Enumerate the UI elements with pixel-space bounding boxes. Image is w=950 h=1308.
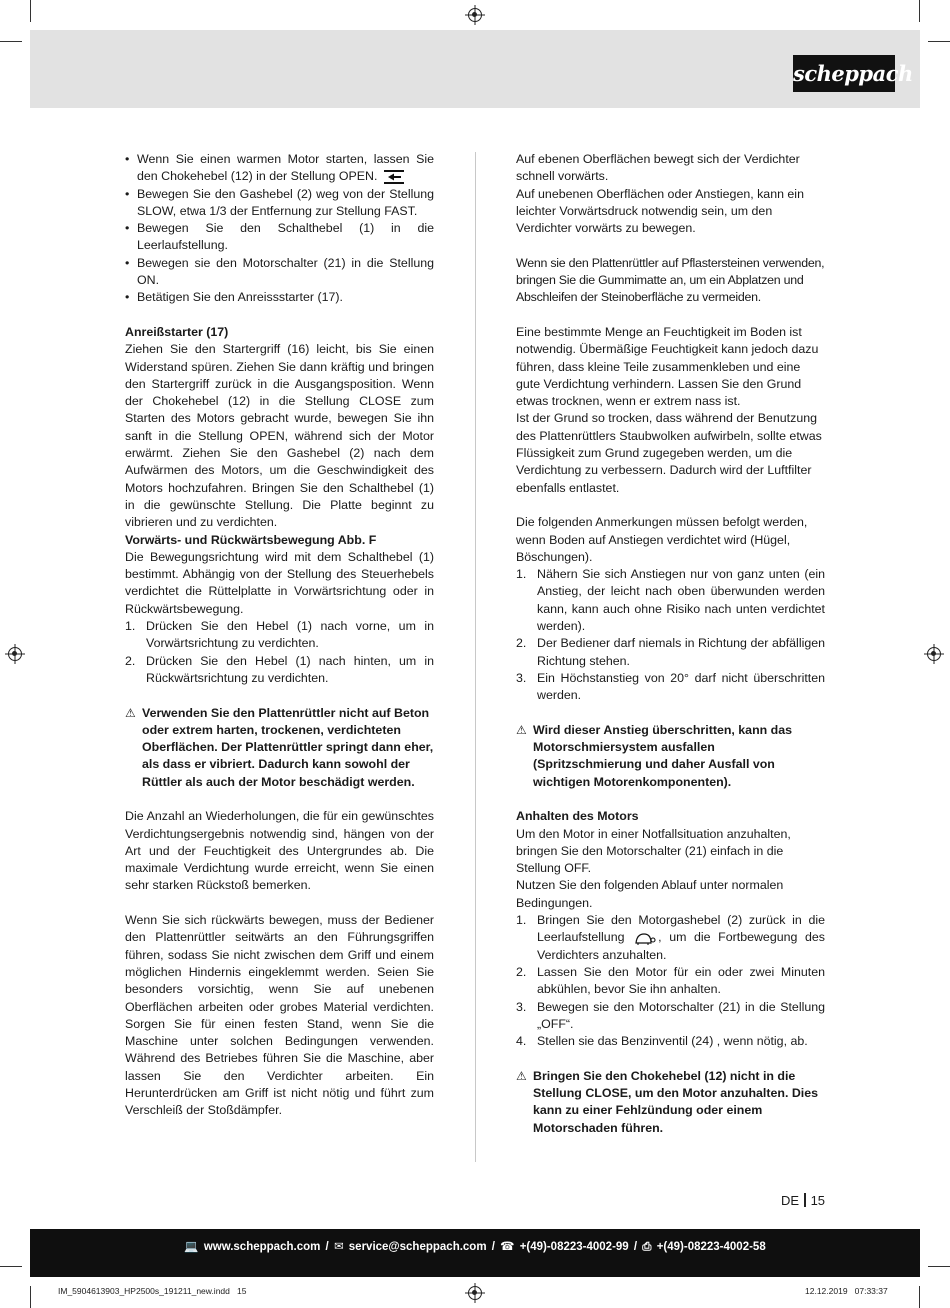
choke-open-icon <box>384 170 404 184</box>
start-bullet-list <box>125 151 434 307</box>
slope-steps <box>516 566 825 704</box>
list-item: • Bewegen sie den Motorschalter (21) in die Stellung ON. <box>125 255 434 290</box>
crop-mark <box>0 1266 22 1267</box>
paragraph-surfaces-2: Auf unebenen Oberflächen oder Anstiegen, kann ein leichter Vorwärtsdruck notwendig sein, um den Verdichter vorwärts zu bewegen. <box>516 186 804 236</box>
crop-mark <box>30 1286 31 1308</box>
list-item: 3. Bewegen sie den Motorschalter (21) in die Stellung „OFF“. <box>516 999 825 1031</box>
crop-mark <box>928 41 950 42</box>
direction-steps <box>125 618 434 687</box>
paragraph-stop-2: Nutzen Sie den folgenden Ablauf unter normalen Bedingungen. <box>516 878 784 910</box>
warning-triangle-icon: ⚠ <box>516 1068 527 1083</box>
column-divider <box>475 152 476 1162</box>
stop-steps <box>516 912 825 1050</box>
section-heading-starter: Anreißstarter (17) <box>125 324 229 339</box>
slug-timestamp: 12.12.2019 07:33:37 <box>805 1286 888 1296</box>
slug-filename: IM_5904613903_HP2500s_191211_new.indd 15 <box>58 1286 247 1296</box>
list-item: 1. Nähern Sie sich Anstiegen nur von ganz unten (ein Anstieg, der leicht nach oben überwunden werden kann, kann auch ohne Risiko nach unten verdichtet werden). <box>516 567 825 634</box>
page-number-divider <box>804 1193 806 1207</box>
registration-mark-icon <box>8 647 22 661</box>
list-item: 3. Ein Höchstanstieg von 20° darf nicht überschritten werden. <box>516 670 825 703</box>
warning-choke: ⚠ Bringen Sie den Chokehebel (12) nicht in die Stellung CLOSE, um den Motor anzuhalten. Dies kann zu einer Fehlzündung oder einem Motorschaden führen. <box>516 1068 819 1135</box>
section-heading-stop: Anhalten des Motors <box>516 809 639 824</box>
paragraph-backwards: Wenn Sie sich rückwärts bewegen, muss der Bediener den Plattenrüttler seitwärts an den Führungsgriffen führen, sodass Sie nicht zwischen dem Griff und einem möglichen Hindernis eingeklemmt werden. Seien Sie besonders vorsichtig, wenn Sie auf unebenen Oberflächen arbeiten oder grobes Material verdichten. Sorgen Sie für einen festen Stand, wenn Sie die Maschine unter solchen Bedingungen verwenden. Während des Betriebes führen Sie die Maschine, aber lassen Sie den Verdichter arbeiten. Ein Herunterdrücken am Griff ist nicht nötig und führt zum Verschleiß der Stoßdämpfer. <box>125 913 434 1118</box>
list-item: • Bewegen Sie den Schalthebel (1) in die Leerlaufstellung. <box>125 220 434 255</box>
right-column <box>516 151 825 1137</box>
fax-icon: ⎙ <box>642 1241 652 1253</box>
crop-mark <box>30 0 31 22</box>
footer-web-link[interactable]: www.scheppach.com <box>203 1241 321 1253</box>
list-item: 2. Lassen Sie den Motor für ein oder zwei Minuten abkühlen, bevor Sie ihn anhalten. <box>516 964 825 997</box>
section-heading-direction: Vorwärts- und Rückwärtsbewegung Abb. F <box>125 532 377 547</box>
warning-triangle-icon: ⚠ <box>516 722 527 737</box>
warning-slope: ⚠ Wird dieser Anstieg überschritten, kann das Motorschmiersystem ausfallen (Spritzschmierung und daher Ausfall von wichtigen Motorenkomponenten). <box>516 722 793 789</box>
registration-mark-icon <box>468 8 482 22</box>
left-column <box>125 151 434 1120</box>
list-item: • Wenn Sie einen warmen Motor starten, lassen Sie den Chokehebel (12) in der Stellung OPEN. <box>125 151 434 186</box>
paragraph-stop-1: Um den Motor in einer Notfallsituation anzuhalten, bringen Sie den Motorschalter (21) einfach in die Stellung OFF. <box>516 826 791 876</box>
crop-mark <box>928 1266 950 1267</box>
crop-mark <box>919 0 920 22</box>
mail-icon: ✉ <box>333 1241 344 1253</box>
paragraph-starter: Ziehen Sie den Startergriff (16) leicht, bis Sie einen Widerstand spüren. Ziehen Sie dann kräftig und bringen den Startergriff zurück in die Ausgangsposition. Wenn der Chokehebel (12) in die Stellung CLOSE zum Starten des Motors gebracht wurde, bewegen Sie ihn sanft in die Stellung OPEN, während sich der Motor erwärmt. Ziehen Sie den Gashebel (2) nach dem Aufwärmen des Motors, um die Geschwindigkeit des Motors hochzufahren. Bringen Sie den Schalthebel (1) in die gewünschte Stellung. Die Platte beginnt zu vibrieren und zu verdichten. <box>125 342 434 530</box>
paragraph-moisture-2: Ist der Grund so trocken, dass während der Benutzung des Plattenrüttlers Staubwolken aufwirbeln, sollte etwas Flüssigkeit zum Grund zugegeben werden, um die Verdichtung zu verbessern. Dadurch wird der Luftfilter ebenfalls entlastet. <box>516 411 822 495</box>
header-band <box>30 30 920 108</box>
list-item: 1. Drücken Sie den Hebel (1) nach vorne, um in Vorwärtsrichtung zu verdichten. <box>125 619 434 651</box>
turtle-idle-icon <box>634 932 656 945</box>
list-item: 4. Stellen sie das Benzinventil (24) , wenn nötig, ab. <box>516 1034 808 1049</box>
registration-mark-icon <box>927 647 941 661</box>
warning-triangle-icon: ⚠ <box>125 705 136 720</box>
paragraph-surfaces-1: Auf ebenen Oberflächen bewegt sich der Verdichter schnell vorwärts. <box>516 152 800 184</box>
phone-icon: ☎ <box>500 1241 515 1253</box>
paragraph-paving: Wenn sie den Plattenrüttler auf Pflastersteinen verwenden, bringen Sie die Gummimatte an, um ein Abplatzen und Abschleifen der Steinoberfläche zu vermeiden. <box>516 255 825 305</box>
list-item: 1. Bringen Sie den Motorgashebel (2) zurück in die Leerlaufstellung , um die Fortbewegung des Verdichters anzuhalten. <box>516 913 825 962</box>
registration-mark-icon <box>468 1286 482 1300</box>
computer-icon: 💻 <box>184 1241 199 1253</box>
list-item: • Bewegen Sie den Gashebel (2) weg von der Stellung SLOW, etwa 1/3 der Entfernung zur Stellung FAST. <box>125 186 434 221</box>
paragraph-direction: Die Bewegungsrichtung wird mit dem Schalthebel (1) bestimmt. Abhängig von der Stellung des Steuerhebels verdichtet die Rüttelplatte in Vorwärtsrichtung oder in Rückwärtsbewegung. <box>125 549 434 616</box>
footer-contact-bar: 💻 www.scheppach.com / ✉ service@scheppach.com / ☎ +(49)-08223-4002-99 / ⎙ +(49)-08223-4002-58 <box>30 1229 920 1277</box>
paragraph-moisture-1: Eine bestimmte Menge an Feuchtigkeit im Boden ist notwendig. Übermäßige Feuchtigkeit kann jedoch dazu führen, dass kleine Teile zusammenkleben und eine gute Verdichtung verhindern. Lassen Sie den Grund etwas trocknen, wenn er extrem nass ist. <box>516 324 819 409</box>
crop-mark <box>919 1286 920 1308</box>
list-item: • Betätigen Sie den Anreissstarter (17). <box>125 289 434 306</box>
paragraph-repetitions: Die Anzahl an Wiederholungen, die für ein gewünschtes Verdichtungsergebnis notwendig sind, hängen von der Art und der Feuchtigkeit des Untergrundes ab. Die maximale Verdichtung wurde erreicht, wenn Sie einen sehr starken Rückstoß bemerken. <box>125 809 434 893</box>
footer-fax: +(49)-08223-4002-58 <box>656 1241 766 1253</box>
brand-logo: scheppach <box>793 55 895 92</box>
page-number: DE 15 <box>781 1193 826 1208</box>
paragraph-slopes: Die folgenden Anmerkungen müssen befolgt werden, wenn Boden auf Anstiegen verdichtet wird (Hügel, Böschungen). <box>516 515 808 564</box>
list-item: 2. Der Bediener darf niemals in Richtung der abfälligen Richtung stehen. <box>516 636 825 668</box>
crop-mark <box>0 41 22 42</box>
footer-phone: +(49)-08223-4002-99 <box>519 1241 629 1253</box>
list-item: 2. Drücken Sie den Hebel (1) nach hinten, um in Rückwärtsrichtung zu verdichten. <box>125 653 434 685</box>
footer-email-link[interactable]: service@scheppach.com <box>348 1241 487 1253</box>
warning-concrete: ⚠ Verwenden Sie den Plattenrüttler nicht auf Beton oder extrem harten, trockenen, verdichteten Oberflächen. Der Plattenrüttler springt dann eher, als dass er vibriert. Dadurch kann sowohl der Rüttler als auch der Motor beschädigt werden. <box>125 705 434 789</box>
